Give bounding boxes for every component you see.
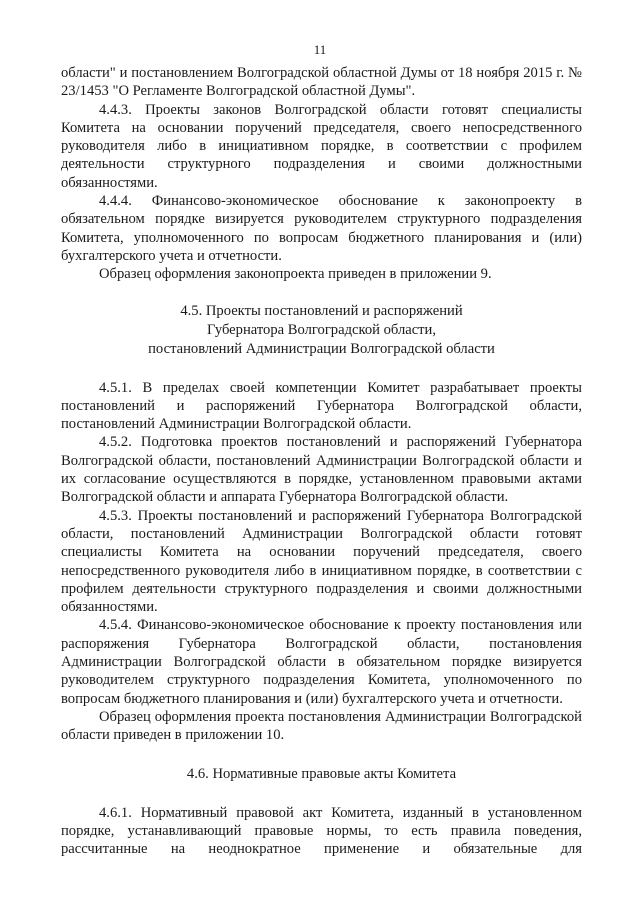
paragraph-4-5-3: 4.5.3. Проекты постановлений и распоряжений Губернатора Волгоградской области, постановлений Администрации Волгоградской области готовят специалисты Комитета на основании поручений председателя, своего непосредственного руководителя либо в инициативном порядке, в соответствии с профилем деятельности структурного подразделения и своими должностными обязанностями.	[61, 507, 582, 616]
paragraph-4-5-1: 4.5.1. В пределах своей компетенции Комитет разрабатывает проекты постановлений и распоряжений Губернатора Волгоградской области, постановлений Администрации Волгоградской области.	[61, 379, 582, 433]
section-heading-4-6: 4.6. Нормативные правовые акты Комитета	[186, 765, 457, 782]
heading-line: 4.5. Проекты постановлений и распоряжений	[180, 302, 463, 319]
paragraph-4-6-1: 4.6.1. Нормативный правовой акт Комитета, изданный в установленном порядке, устанавливающий правовые нормы, то есть правила поведения, рассчитанные на неоднократное применение и обязательные для	[61, 804, 582, 858]
paragraph-intro: области" и постановлением Волгоградской областной Думы от 18 ноября 2015 г. № 23/1453 "О Регламенте Волгоградской областной Думы".	[61, 65, 582, 100]
paragraph-sample-9: Образец оформления законопроекта приведен в приложении 9.	[99, 266, 492, 283]
paragraph-4-5-2: 4.5.2. Подготовка проектов постановлений и распоряжений Губернатора Волгоградской области, постановлений Администрации Волгоградской области и их согласование осуществляются в порядке, установленном правовыми актами Волгоградской области и аппарата Губернатора Волгоградской области.	[61, 434, 582, 506]
paragraph-4-5-4: 4.5.4. Финансово-экономическое обоснование к проекту постановления или распоряжения Губернатора Волгоградской области, постановления Администрации Волгоградской области в обязательном порядке визируется руководителем структурного подразделения Комитета, уполномоченного по вопросам бюджетного планирования и (или) бухгалтерского учета и отчетности.	[61, 617, 582, 707]
section-heading-4-5	[61, 302, 582, 359]
paragraph-sample-10: Образец оформления проекта постановления Администрации Волгоградской области приведен в приложении 10.	[61, 708, 582, 744]
paragraph-4-4-4: 4.4.4. Финансово-экономическое обоснование к законопроекту в обязательном порядке визируется руководителем структурного подразделения Комитета, уполномоченного по вопросам бюджетного планирования и (или) бухгалтерского учета и отчетности.	[61, 193, 582, 264]
paragraph-4-4-3: 4.4.3. Проекты законов Волгоградской области готовят специалисты Комитета на основании поручений председателя, своего непосредственного руководителя либо в инициативном порядке, в соответствии с профилем деятельности структурного подразделения и своими должностными обязанностями.	[61, 101, 582, 191]
heading-line: Губернатора Волгоградской области,	[206, 321, 437, 338]
heading-line: постановлений Администрации Волгоградской области	[148, 340, 495, 357]
document-body	[61, 64, 582, 858]
page-number: 11	[313, 42, 327, 57]
